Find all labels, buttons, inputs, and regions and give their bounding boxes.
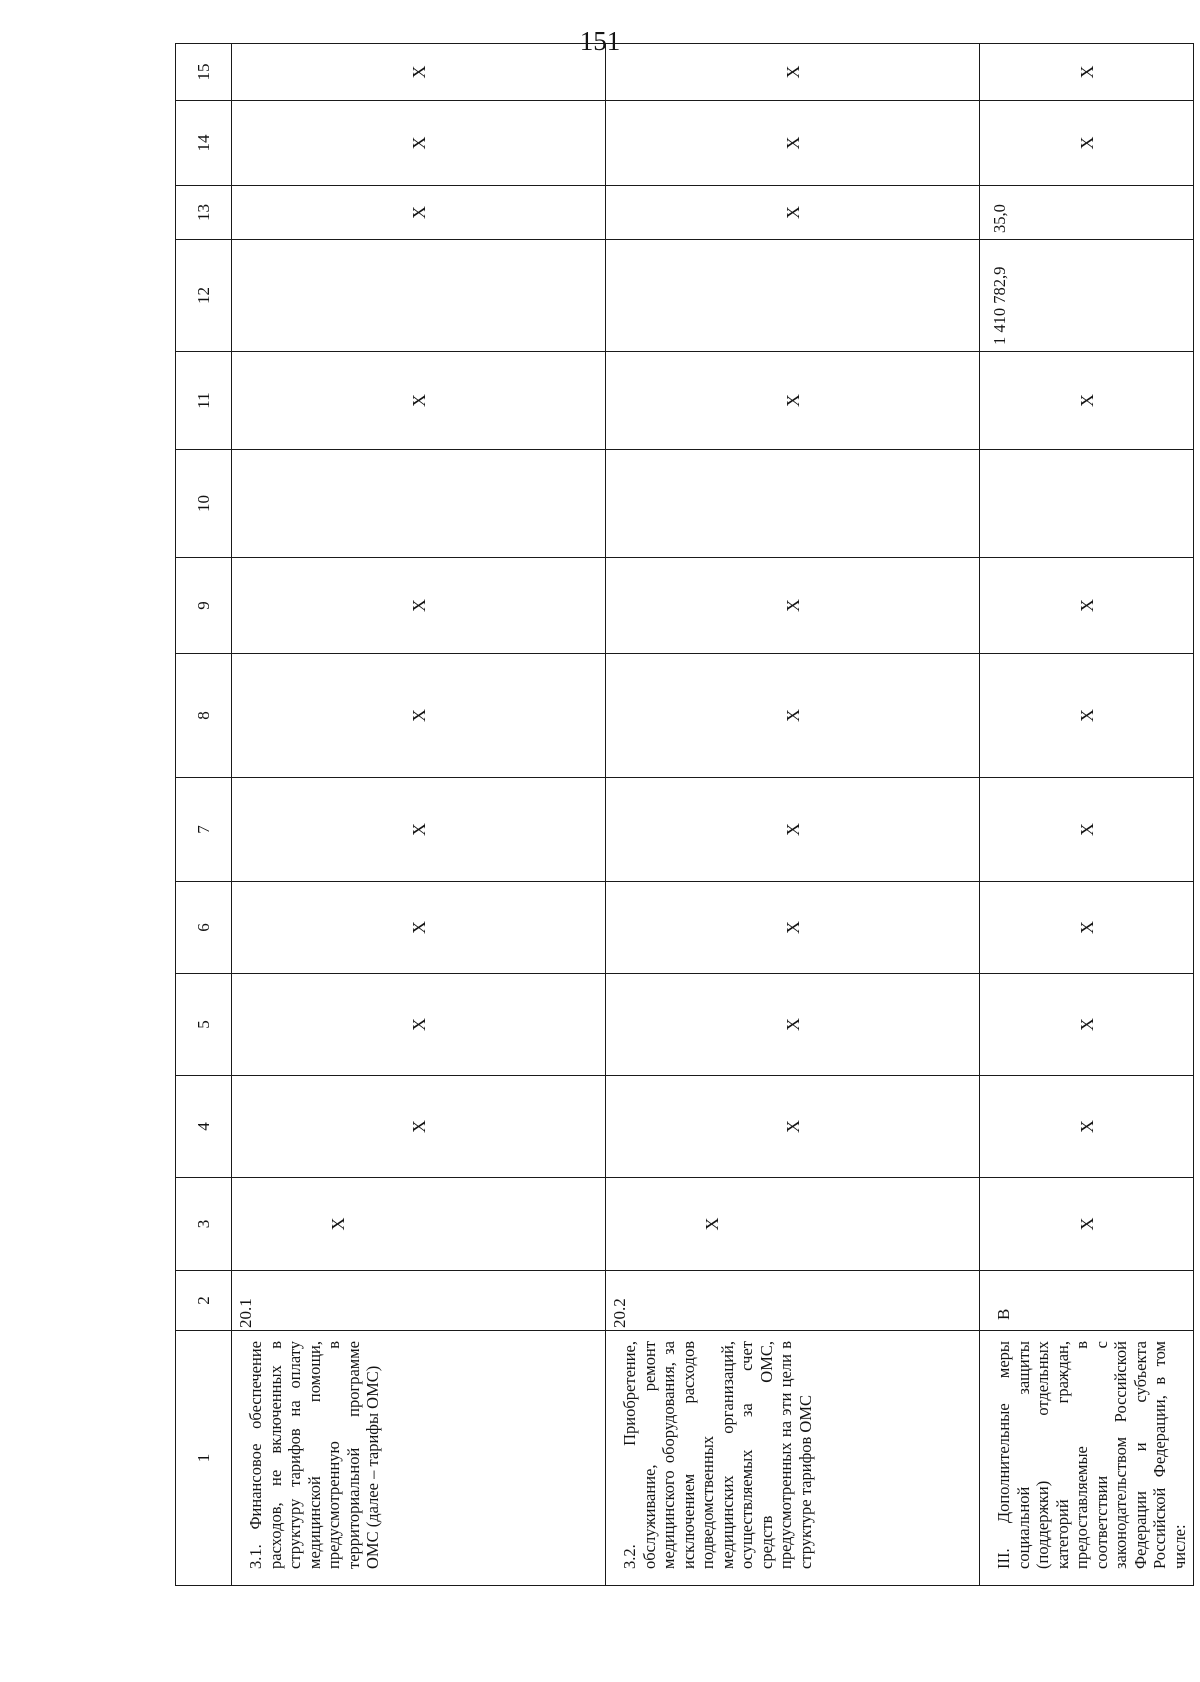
- page-number: 151: [579, 26, 621, 56]
- header-cell-5: 5: [176, 974, 232, 1076]
- cell-col-5: X: [232, 974, 606, 1076]
- row-description-text: 3.1. Финансовое обеспечение расходов, не включенных в структуру тарифов на оплату медицинской помощи, предусмотренную в территориальной программе ОМС (далее – тарифы ОМС): [246, 1341, 382, 1569]
- cell-col-13: 35,0: [980, 186, 1194, 240]
- cell-col-7: X: [606, 778, 980, 882]
- cell-col-15: X: [980, 44, 1194, 101]
- row-code: 20.1: [232, 1271, 606, 1331]
- row-code: 20.2: [606, 1271, 980, 1331]
- cell-col-15: X: [232, 44, 606, 101]
- cell-col-7: X: [980, 778, 1194, 882]
- cell-col-14: X: [232, 101, 606, 186]
- header-cell-10: 10: [176, 450, 232, 558]
- cell-col-13: X: [606, 186, 980, 240]
- header-cell-7: 7: [176, 778, 232, 882]
- table-row: [232, 44, 606, 1586]
- cell-col-7: X: [232, 778, 606, 882]
- cell-col-12: 1 410 782,9: [980, 240, 1194, 352]
- cell-col-6: X: [232, 882, 606, 974]
- cell-col-10: [232, 450, 606, 558]
- cell-col-14: X: [606, 101, 980, 186]
- cell-col-9: X: [980, 558, 1194, 654]
- table-row: [980, 44, 1194, 1586]
- header-cell-3: 3: [176, 1178, 232, 1271]
- header-cell-11: 11: [176, 352, 232, 450]
- cell-col-9: X: [606, 558, 980, 654]
- header-cell-14: 14: [176, 101, 232, 186]
- cell-col-8: X: [980, 654, 1194, 778]
- header-cell-12: 12: [176, 240, 232, 352]
- cell-col-4: X: [606, 1076, 980, 1178]
- row-code: В: [980, 1271, 1194, 1331]
- cell-col-9: X: [232, 558, 606, 654]
- cell-col-13: X: [232, 186, 606, 240]
- cell-col-8: X: [232, 654, 606, 778]
- cell-col-5: X: [980, 974, 1194, 1076]
- cell-col-3: X: [232, 1178, 606, 1271]
- row-description-text: 3.2. Приобретение, обслуживание, ремонт медицинского оборудования, за исключением расходов подведомственных медицинских организаций, осуществляемых за счет средств ОМС, предусмотренных на эти цели в структуре тарифов ОМС: [620, 1341, 815, 1569]
- header-cell-2: 2: [176, 1271, 232, 1331]
- cell-col-14: X: [980, 101, 1194, 186]
- header-cell-15: 15: [176, 44, 232, 101]
- cell-col-10: [980, 450, 1194, 558]
- header-cell-8: 8: [176, 654, 232, 778]
- row-description: [980, 1331, 1194, 1586]
- header-cell-13: 13: [176, 186, 232, 240]
- cell-col-4: X: [232, 1076, 606, 1178]
- header-row: [176, 44, 232, 1586]
- cell-col-12: [232, 240, 606, 352]
- cell-col-11: X: [606, 352, 980, 450]
- cell-col-12: [606, 240, 980, 352]
- cell-col-15: X: [606, 44, 980, 101]
- cell-col-3: X: [980, 1178, 1194, 1271]
- row-description: [232, 1331, 606, 1586]
- header-cell-9: 9: [176, 558, 232, 654]
- cell-col-5: X: [606, 974, 980, 1076]
- cell-col-6: X: [606, 882, 980, 974]
- cell-col-10: [606, 450, 980, 558]
- table-row: [606, 44, 980, 1586]
- header-cell-1: 1: [176, 1331, 232, 1586]
- cell-col-3: X: [606, 1178, 980, 1271]
- row-description: [606, 1331, 980, 1586]
- rotated-table-sheet: [175, 62, 1189, 1586]
- cell-col-8: X: [606, 654, 980, 778]
- header-cell-6: 6: [176, 882, 232, 974]
- budget-table: [175, 43, 1194, 1586]
- cell-col-4: X: [980, 1076, 1194, 1178]
- header-cell-4: 4: [176, 1076, 232, 1178]
- cell-col-11: X: [232, 352, 606, 450]
- cell-col-11: X: [980, 352, 1194, 450]
- row-description-text: III. Дополнительные меры социальной защиты (поддержки) отдельных категорий граждан, предоставляемые в соответствии с законодательством Российской Федерации и субъекта Российской Федерации, в том числе:: [994, 1341, 1189, 1569]
- cell-col-6: X: [980, 882, 1194, 974]
